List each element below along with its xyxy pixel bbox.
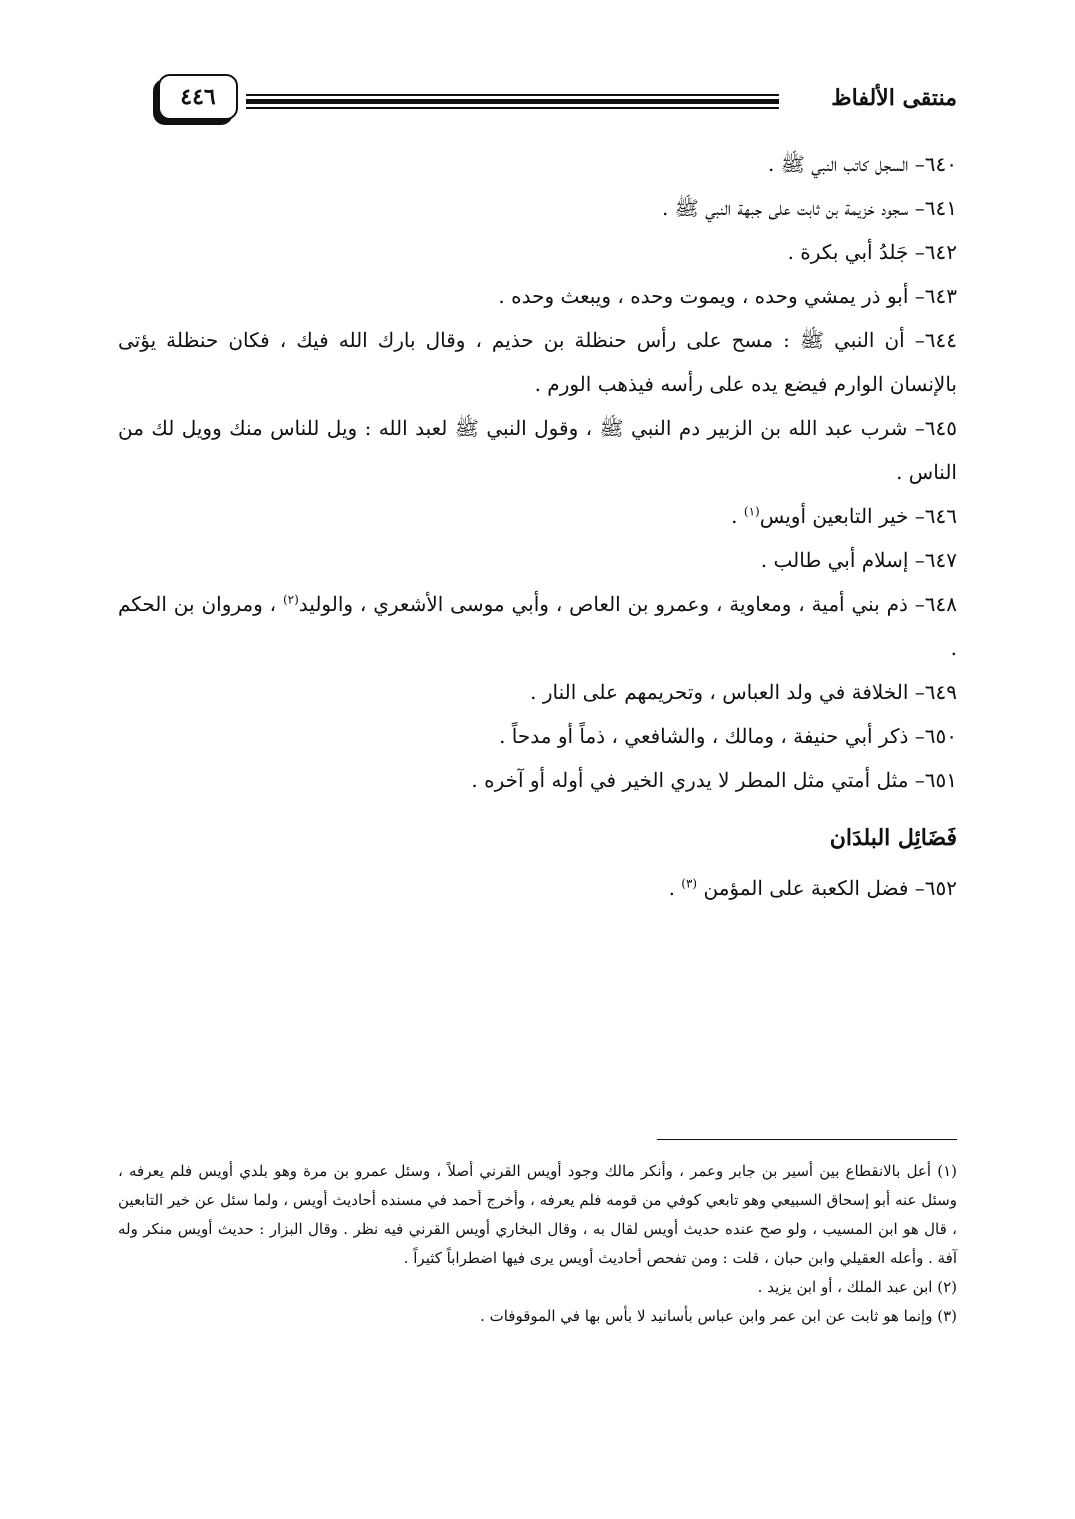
entry-text: – ذم بني أمية ، ومعاوية ، وعمرو بن العاص ، وأبي موسى الأشعري ، والوليد [298, 592, 925, 616]
entry-text: – شرب عبد الله بن الزبير دم النبي ﷺ ، وقول النبي ﷺ لعبد الله : ويل للناس منك وويل لك من الناس . [118, 416, 957, 484]
footnote-number: (١) [937, 1162, 957, 1180]
entry-text: – السجل كاتب النبي ﷺ . [768, 152, 925, 176]
footnote-number: (٣) [937, 1307, 957, 1325]
footnote-marker[interactable]: (١) [743, 504, 760, 519]
entry-number: ٦٤٧ [924, 548, 957, 572]
footnote-text: ابن عبد الملك ، أو ابن يزيد . [757, 1278, 938, 1296]
main-text [118, 142, 957, 910]
page-header [118, 72, 957, 128]
header-rule-thin-bottom [246, 107, 779, 109]
entry-number: ٦٤٥ [924, 416, 957, 440]
entry-text: – أن النبي ﷺ : مسح على رأس حنظلة بن حذيم ، وقال بارك الله فيك ، فكان حنظلة يؤتى بالإنسان الوارم فيضع يده على رأسه فيذهب الورم . [118, 328, 957, 396]
entry-647 [118, 538, 957, 582]
section-heading: فَضَائِل البلدَان [829, 825, 957, 851]
footnotes [118, 1157, 957, 1331]
footnote-number: (٢) [937, 1278, 957, 1296]
entry-text: – إسلام أبي طالب . [760, 548, 925, 572]
entry-text-after: . [668, 876, 682, 900]
entry-number: ٦٤٢ [924, 240, 957, 264]
entry-number: ٦٤١ [924, 196, 957, 220]
entry-number: ٦٤٤ [924, 328, 957, 352]
entry-number: ٦٥٢ [924, 876, 957, 900]
entry-651 [118, 758, 957, 802]
entry-number: ٦٤٨ [924, 592, 957, 616]
entry-641 [118, 186, 957, 230]
entry-text: – أبو ذر يمشي وحده ، ويموت وحده ، ويبعث وحده . [498, 284, 925, 308]
entry-number: ٦٥٠ [924, 724, 957, 748]
header-rule-thin-top [246, 94, 779, 96]
page-number: ٤٤٦ [180, 84, 216, 110]
book-title: منتقى الألفاظ [831, 85, 957, 111]
entry-number: ٦٤٣ [924, 284, 957, 308]
footnote-3 [118, 1302, 957, 1331]
entry-text: – الخلافة في ولد العباس ، وتحريمهم على النار . [530, 680, 925, 704]
entry-642 [118, 230, 957, 274]
entry-number: ٦٥١ [924, 768, 957, 792]
entry-649 [118, 670, 957, 714]
entry-650 [118, 714, 957, 758]
entry-text: – خير التابعين أويس [759, 504, 925, 528]
entry-text-after: ، ومروان بن الحكم . [118, 592, 957, 660]
entry-number: ٦٤٠ [924, 152, 957, 176]
footnote-marker[interactable]: (٢) [282, 592, 299, 607]
footnote-separator [657, 1139, 957, 1140]
entry-644 [118, 318, 957, 406]
header-rule-thick [246, 99, 779, 104]
entry-645 [118, 406, 957, 494]
footnote-marker[interactable]: (٣) [681, 876, 698, 891]
entry-text: – مثل أمتي مثل المطر لا يدري الخير في أوله أو آخره . [471, 768, 925, 792]
entry-number: ٦٤٦ [924, 504, 957, 528]
footnote-text: وإنما هو ثابت عن ابن عمر وابن عباس بأسانيد لا بأس بها في الموقوفات . [480, 1307, 938, 1325]
entry-text: – سجود خزيمة بن ثابت على جبهة النبي ﷺ . [661, 196, 925, 220]
entry-652 [118, 866, 957, 910]
entry-text-after: . [731, 504, 744, 528]
entry-648 [118, 582, 957, 670]
entry-646 [118, 494, 957, 538]
entry-643 [118, 274, 957, 318]
entry-text: – ذكر أبي حنيفة ، ومالك ، والشافعي ، ذماً أو مدحاً . [499, 724, 925, 748]
page-number-badge [158, 74, 238, 120]
footnote-text: أعل بالانقطاع بين أسير بن جابر وعمر ، وأنكر مالك وجود أويس القرني أصلاً ، وسئل عمرو بن مرة وهو بلدي أويس فلم يعرفه ، وسئل عنه أبو إسحاق السبيعي وهو تابعي كوفي من قومه فلم يعرفه ، وأخرج أحمد في مسنده أحاديث أويس ، ولما سئل عن خير التابعين ، قال هو ابن المسيب ، ولو صح عنده حديث أويس لقال به ، وقال البخاري أويس القرني فيه نظر . وقال البزار : حديث أويس منكر وله آفة . وأعله العقيلي وابن حبان ، قلت : ومن تفحص أحاديث أويس يرى فيها اضطراباً كثيراً . [118, 1162, 958, 1267]
footnote-1 [118, 1157, 957, 1273]
entry-text: – فضل الكعبة على المؤمن [697, 876, 925, 900]
entry-text: – جَلدُ أبي بكرة . [787, 240, 925, 264]
footnote-2 [118, 1273, 957, 1302]
entry-640 [118, 142, 957, 186]
entry-number: ٦٤٩ [924, 680, 957, 704]
